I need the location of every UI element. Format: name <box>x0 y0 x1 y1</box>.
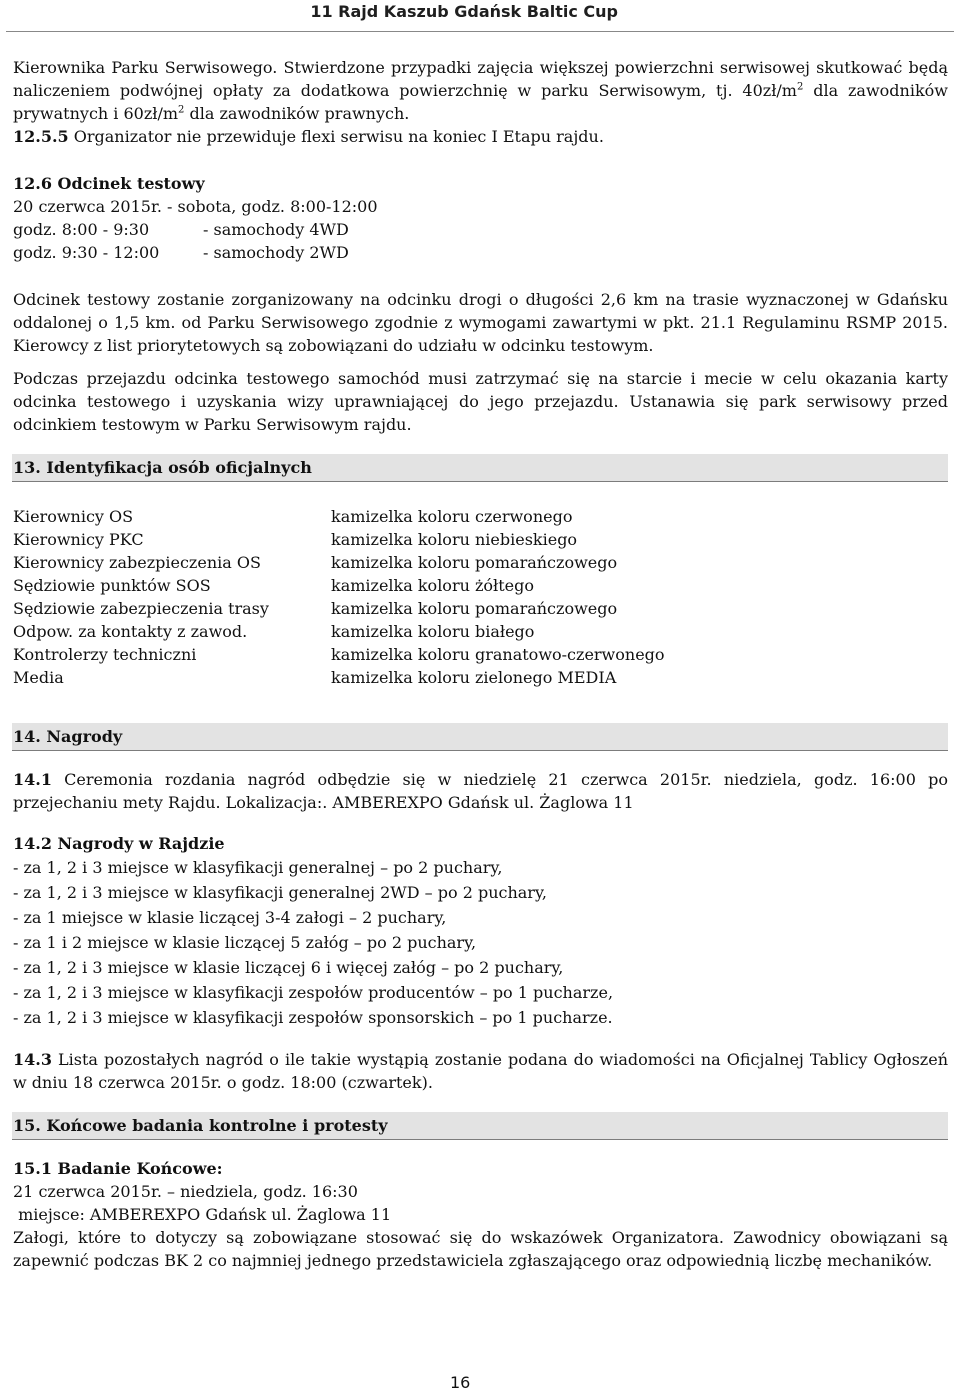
vest-color: kamizelka koloru granatowo-czerwonego <box>331 645 665 664</box>
list-item <box>13 620 948 643</box>
vest-color: kamizelka koloru pomarańczowego <box>331 553 618 572</box>
schedule-time: godz. 8:00 - 9:30 <box>13 220 150 239</box>
paragraph-number: 14.1 <box>13 770 52 789</box>
role-name: Kontrolerzy techniczni <box>13 645 197 664</box>
intro-paragraph <box>13 56 948 125</box>
role-name: Sędziowie zabezpieczenia trasy <box>13 599 269 618</box>
list-item <box>13 528 948 551</box>
vest-color: kamizelka koloru pomarańczowego <box>331 599 618 618</box>
schedule-row <box>13 241 948 264</box>
list-item: - za 1, 2 i 3 miejsce w klasie liczącej 6 i więcej załóg – po 2 puchary, <box>13 958 564 977</box>
vest-color: kamizelka koloru żółtego <box>331 576 534 595</box>
section-15-bar <box>13 1112 948 1139</box>
intro-text-3: dla zawodników prawnych. <box>184 104 410 123</box>
role-name: Media <box>13 668 64 687</box>
list-item: - za 1 miejsce w klasie liczącej 3-4 załogi – 2 puchary, <box>13 908 447 927</box>
superscript-2: 2 <box>796 81 804 93</box>
section-13-bar <box>13 454 948 481</box>
superscript-2b: 2 <box>178 104 185 116</box>
role-name: Kierownicy PKC <box>13 530 144 549</box>
list-item: - za 1, 2 i 3 miejsce w klasyfikacji zespołów producentów – po 1 pucharze, <box>13 983 614 1002</box>
vest-color: kamizelka koloru białego <box>331 622 535 641</box>
paragraph-text: Organizator nie przewiduje flexi serwisu na koniec I Etapu rajdu. <box>68 127 604 146</box>
paragraph-14-1 <box>13 768 948 814</box>
paragraph-15-1-heading: 15.1 Badanie Końcowe: <box>13 1159 223 1178</box>
role-name: Odpow. za kontakty z zawod. <box>13 622 248 641</box>
vest-color: kamizelka koloru zielonego MEDIA <box>331 668 617 687</box>
list-item: - za 1, 2 i 3 miejsce w klasyfikacji generalnej – po 2 puchary, <box>13 858 503 877</box>
intro-text-1: Kierownika Parku Serwisowego. Stwierdzone przypadki zajęcia większej powierzchni serwisowej skutkować będą naliczeniem podwójnej opłaty za dodatkowa powierzchnię w parku Serwisowym, tj. 40zł/m <box>13 58 948 100</box>
paragraph-number: 12.5.5 <box>13 127 69 146</box>
schedule-desc: - samochody 4WD <box>203 220 349 239</box>
schedule-time: godz. 9:30 - 12:00 <box>13 243 160 262</box>
role-name: Kierownicy OS <box>13 507 134 526</box>
final-check-paragraph: Załogi, które to dotyczy są zobowiązane stosować się do wskazówek Organizatora. Zawodnicy obowiązani są zapewnić podczas BK 2 co najmniej jednego przedstawiciela zgłaszającego oraz odpowiednią liczbę mechaników. <box>13 1228 948 1270</box>
test-date-line: 20 czerwca 2015r. - sobota, godz. 8:00-12:00 <box>13 197 378 216</box>
list-item <box>13 505 948 528</box>
section-15-heading: 15. Końcowe badania kontrolne i protesty <box>13 1116 388 1135</box>
role-name: Sędziowie punktów SOS <box>13 576 211 595</box>
document-body <box>13 56 948 1272</box>
list-item <box>13 643 948 666</box>
final-check-place: miejsce: AMBEREXPO Gdańsk ul. Żaglowa 11 <box>13 1205 392 1224</box>
vest-color: kamizelka koloru niebieskiego <box>331 530 578 549</box>
schedule-desc: - samochody 2WD <box>203 243 349 262</box>
document-header-title: 11 Rajd Kaszub Gdańsk Baltic Cup <box>310 2 618 21</box>
section-14-heading: 14. Nagrody <box>13 727 123 746</box>
officials-list <box>13 505 948 689</box>
page-number: 16 <box>450 1373 471 1392</box>
paragraph-14-3 <box>13 1048 948 1094</box>
paragraph-14-2-heading: 14.2 Nagrody w Rajdzie <box>13 834 225 853</box>
header-divider <box>6 31 954 32</box>
paragraph-12-5-5 <box>13 125 948 148</box>
list-item <box>13 574 948 597</box>
list-item: - za 1, 2 i 3 miejsce w klasyfikacji generalnej 2WD – po 2 puchary, <box>13 883 547 902</box>
section-14-bar <box>13 723 948 750</box>
final-check-date: 21 czerwca 2015r. – niedziela, godz. 16:30 <box>13 1182 358 1201</box>
role-name: Kierownicy zabezpieczenia OS <box>13 553 261 572</box>
test-stage-paragraph-1: Odcinek testowy zostanie zorganizowany na odcinku drogi o długości 2,6 km na trasie wyznaczonej w Gdańsku oddalonej o 1,5 km. od Parku Serwisowego zgodnie z wymogami zawartymi w pkt. 21.1 Regulaminu RSMP 2015. Kierowcy z list priorytetowych są zobowiązani do udziału w odcinku testowym. <box>13 290 948 355</box>
paragraph-text: Ceremonia rozdania nagród odbędzie się w niedzielę 21 czerwca 2015r. niedziela, godz. 16:00 po przejechaniu mety Rajdu. Lokalizacja:. AMBEREXPO Gdańsk ul. Żaglowa 11 <box>13 770 948 812</box>
test-stage-paragraph-2: Podczas przejazdu odcinka testowego samochód musi zatrzymać się na starcie i mecie w celu okazania karty odcinka testowego i uzyskania wizy uprawniającej do jego przejazdu. Ustanawia się park serwisowy przed odcinkiem testowym w Parku Serwisowym rajdu. <box>13 369 948 434</box>
list-item <box>13 666 948 689</box>
list-item: - za 1, 2 i 3 miejsce w klasyfikacji zespołów sponsorskich – po 1 pucharze. <box>13 1008 613 1027</box>
list-item <box>13 597 948 620</box>
section-13-heading: 13. Identyfikacja osób oficjalnych <box>13 458 312 477</box>
list-item: - za 1 i 2 miejsce w klasie liczącej 5 załóg – po 2 puchary, <box>13 933 477 952</box>
list-item <box>13 551 948 574</box>
schedule-row <box>13 218 948 241</box>
paragraph-text: Lista pozostałych nagród o ile takie wystąpią zostanie podana do wiadomości na Oficjalnej Tablicy Ogłoszeń w dniu 18 czerwca 2015r. o godz. 18:00 (czwartek). <box>13 1050 948 1092</box>
intro-text-2: dla zawodników prywatnych i 60zł/m <box>13 81 948 123</box>
section-12-6-heading: 12.6 Odcinek testowy <box>13 174 205 193</box>
paragraph-number: 14.3 <box>13 1050 52 1069</box>
awards-list <box>13 855 948 1030</box>
vest-color: kamizelka koloru czerwonego <box>331 507 573 526</box>
